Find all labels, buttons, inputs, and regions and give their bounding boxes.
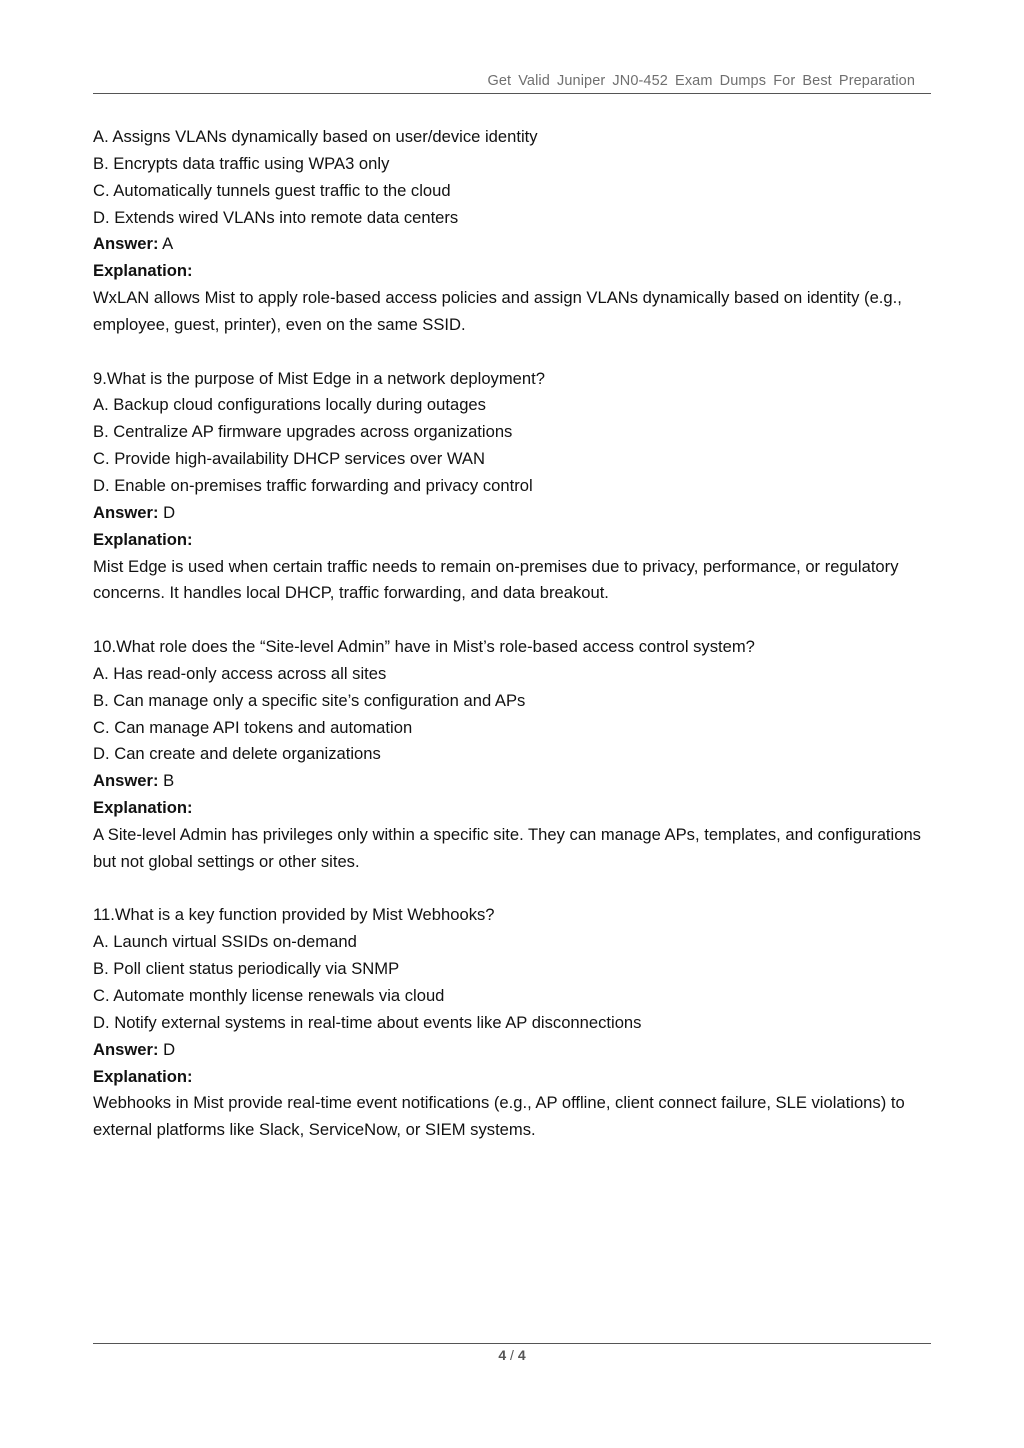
question-stem: 10.What role does the “Site-level Admin” have in Mist’s role-based access control system? bbox=[93, 637, 755, 657]
header-divider bbox=[93, 93, 931, 94]
answer-line bbox=[93, 231, 938, 258]
answer-line bbox=[93, 500, 938, 527]
explanation-text: A Site-level Admin has privileges only within a specific site. They can manage APs, templates, and configurations but not global settings or other sites. bbox=[93, 824, 921, 871]
option-b: B. Encrypts data traffic using WPA3 only bbox=[93, 153, 390, 173]
option-c: C. Provide high-availability DHCP services over WAN bbox=[93, 449, 485, 469]
option-a: A. Backup cloud configurations locally during outages bbox=[93, 395, 486, 415]
question-block bbox=[93, 366, 938, 608]
option-c: C. Can manage API tokens and automation bbox=[93, 717, 413, 737]
answer-value: B bbox=[158, 771, 175, 791]
answer-value: D bbox=[158, 502, 176, 522]
option-d: D. Extends wired VLANs into remote data centers bbox=[93, 207, 459, 227]
explanation-label: Explanation: bbox=[93, 261, 193, 281]
option-d: D. Enable on-premises traffic forwarding and privacy control bbox=[93, 475, 533, 495]
footer-divider bbox=[93, 1343, 931, 1344]
page-header-title: Get Valid Juniper JN0-452 Exam Dumps For Best Preparation bbox=[487, 73, 915, 89]
answer-label: Answer: bbox=[93, 234, 159, 254]
answer-label: Answer: bbox=[93, 502, 159, 522]
spacer bbox=[93, 876, 938, 903]
spacer bbox=[93, 607, 938, 634]
option-a: A. Assigns VLANs dynamically based on user/device identity bbox=[93, 127, 538, 146]
option-c: C. Automatically tunnels guest traffic to the cloud bbox=[93, 180, 451, 200]
question-stem: 11.What is a key function provided by Mist Webhooks? bbox=[93, 905, 495, 925]
page-separator: / bbox=[506, 1347, 518, 1363]
option-b: B. Centralize AP firmware upgrades across organizations bbox=[93, 422, 513, 442]
question-stem: 9.What is the purpose of Mist Edge in a network deployment? bbox=[93, 368, 545, 388]
total-pages: 4 bbox=[517, 1347, 526, 1363]
option-a: A. Has read-only access across all sites bbox=[93, 663, 387, 683]
explanation-label: Explanation: bbox=[93, 798, 193, 818]
option-b: B. Can manage only a specific site’s configuration and APs bbox=[93, 690, 526, 710]
document-body bbox=[93, 124, 938, 1144]
spacer bbox=[93, 339, 938, 366]
option-a: A. Launch virtual SSIDs on-demand bbox=[93, 932, 357, 952]
explanation-text: WxLAN allows Mist to apply role-based access policies and assign VLANs dynamically based on identity (e.g., employee, guest, printer), even on the same SSID. bbox=[93, 288, 902, 334]
question-block bbox=[93, 902, 938, 1144]
answer-line bbox=[93, 1037, 938, 1064]
question-block bbox=[93, 124, 938, 339]
page-number bbox=[0, 1347, 1024, 1363]
question-block bbox=[93, 634, 938, 876]
option-c: C. Automate monthly license renewals via cloud bbox=[93, 986, 445, 1005]
option-b: B. Poll client status periodically via SNMP bbox=[93, 959, 400, 979]
explanation-label: Explanation: bbox=[93, 529, 193, 549]
explanation-text: Webhooks in Mist provide real-time event notifications (e.g., AP offline, client connect failure, SLE violations) to external platforms like Slack, ServiceNow, or SIEM systems. bbox=[93, 1093, 905, 1140]
answer-value: A bbox=[158, 234, 174, 254]
explanation-text: Mist Edge is used when certain traffic needs to remain on-premises due to privacy, performance, or regulatory concerns. It handles local DHCP, traffic forwarding, and data breakout. bbox=[93, 556, 899, 603]
answer-line bbox=[93, 768, 938, 795]
answer-label: Answer: bbox=[93, 771, 159, 791]
option-d: D. Notify external systems in real-time about events like AP disconnections bbox=[93, 1012, 642, 1032]
answer-value: D bbox=[158, 1039, 176, 1059]
option-d: D. Can create and delete organizations bbox=[93, 744, 381, 764]
current-page: 4 bbox=[498, 1347, 507, 1363]
answer-label: Answer: bbox=[93, 1039, 159, 1059]
explanation-label: Explanation: bbox=[93, 1066, 193, 1086]
